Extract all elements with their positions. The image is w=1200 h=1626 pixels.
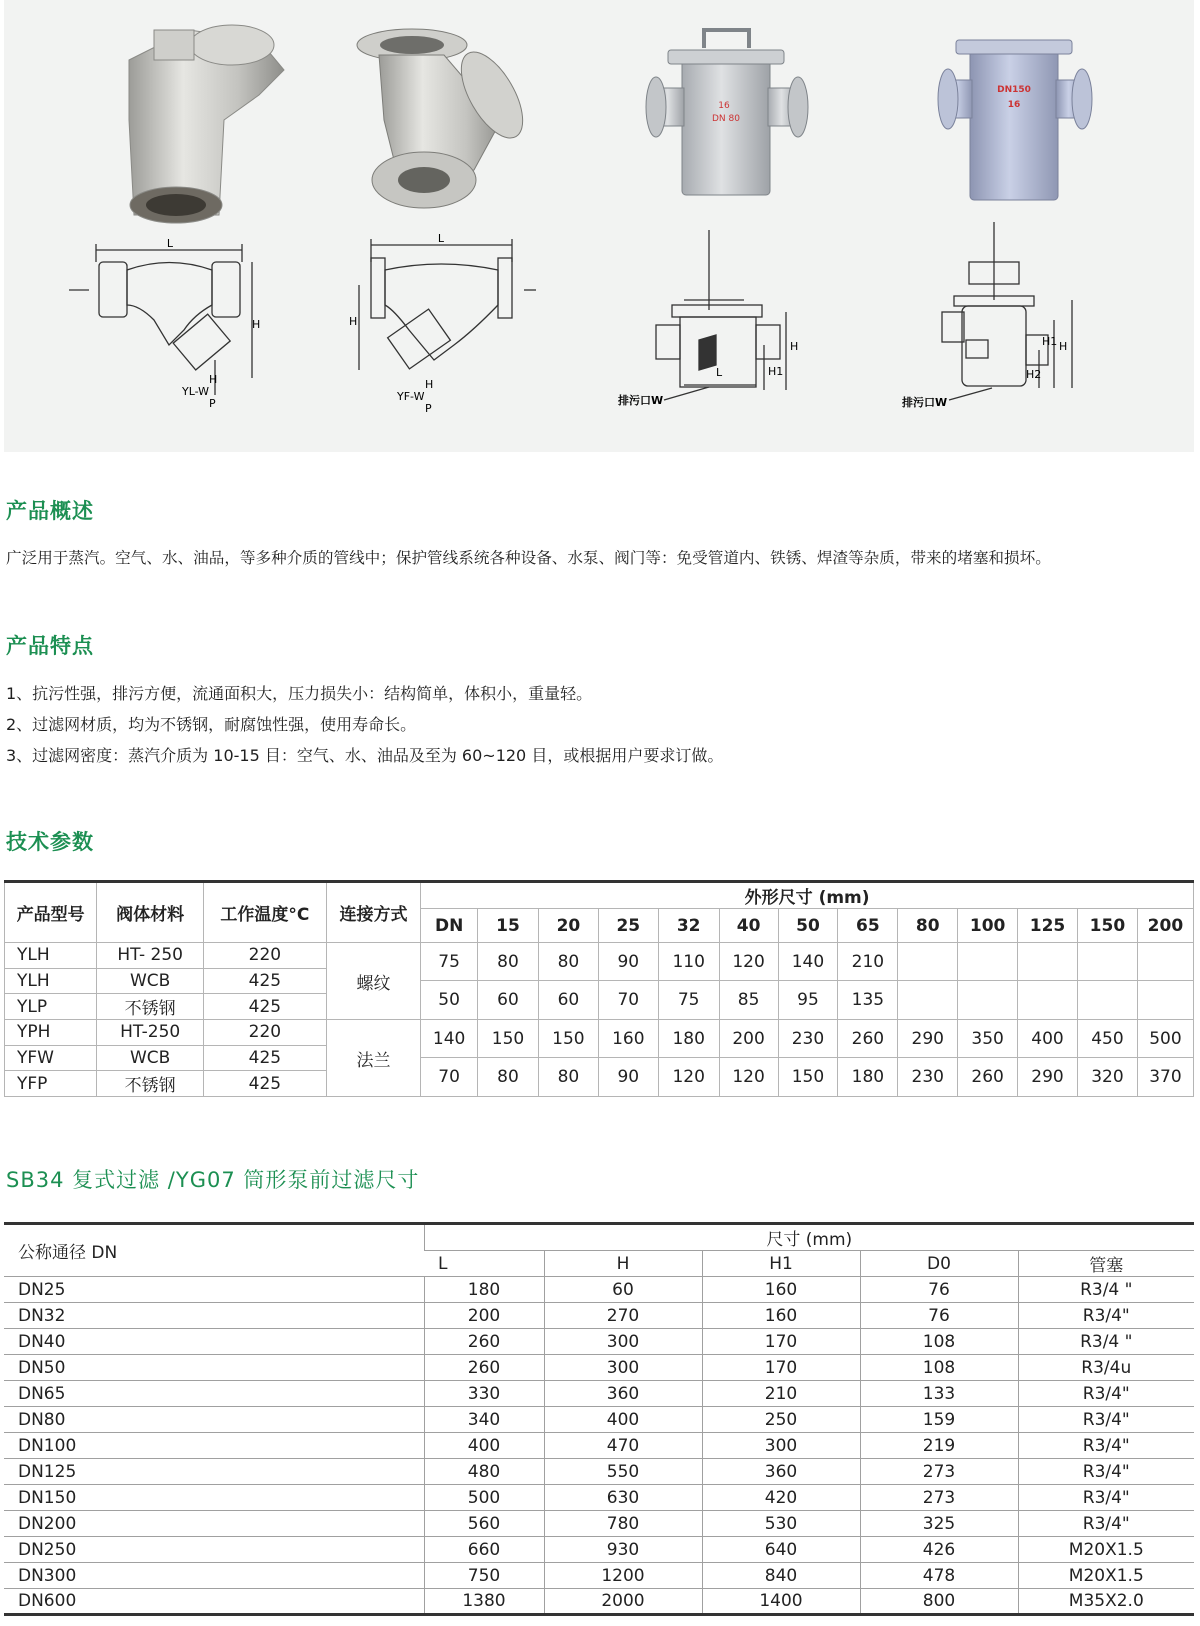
dn-cell: DN80 <box>4 1407 424 1433</box>
dn-header-cell: 25 <box>598 909 658 943</box>
ylw-caption-p: P <box>209 397 216 410</box>
dim-cell: 290 <box>1018 1058 1078 1097</box>
temp-cell: 425 <box>203 994 326 1020</box>
size-cell: 1380 <box>424 1589 544 1615</box>
temp-cell: 425 <box>203 1071 326 1097</box>
basket4-dn-text: DN150 <box>997 85 1031 95</box>
dim-cell: 90 <box>598 1058 658 1097</box>
size-cell: M20X1.5 <box>1018 1537 1194 1563</box>
dim-cell: 80 <box>478 943 539 981</box>
material-cell: HT- 250 <box>97 943 204 969</box>
basket2-drain-label: 排污口W <box>902 396 948 409</box>
col-connection: 连接方式 <box>326 882 420 943</box>
dn-header-cell: 150 <box>1077 909 1137 943</box>
basket2-dim-H1: H1 <box>1042 335 1058 348</box>
dim-cell: 150 <box>478 1020 539 1058</box>
dim-cell: 140 <box>421 1020 478 1058</box>
basket2-dim-H: H <box>1059 340 1068 353</box>
size-cell: 640 <box>702 1537 860 1563</box>
size-cell: R3/4" <box>1018 1485 1194 1511</box>
ylw-caption: YL-W <box>182 385 210 398</box>
size-cell: 325 <box>860 1511 1018 1537</box>
dn-header-cell: 80 <box>898 909 958 943</box>
dn-cell: DN32 <box>4 1303 424 1329</box>
temp-cell: 425 <box>203 1045 326 1071</box>
size-cell: 260 <box>424 1329 544 1355</box>
dn-cell: DN100 <box>4 1433 424 1459</box>
table-row <box>4 1537 1194 1563</box>
sb34-col-size: 尺寸 (mm) <box>424 1224 1194 1251</box>
dim-cell: 110 <box>658 943 719 981</box>
dim-cell: 120 <box>719 943 778 981</box>
dim-cell: 70 <box>598 981 658 1020</box>
material-cell: HT-250 <box>97 1020 204 1046</box>
size-cell: R3/4" <box>1018 1407 1194 1433</box>
dim-cell: 135 <box>838 981 898 1020</box>
dn-cell: DN150 <box>4 1485 424 1511</box>
size-cell: 780 <box>544 1511 702 1537</box>
dim-cell <box>1137 943 1193 981</box>
dn-cell: DN250 <box>4 1537 424 1563</box>
size-cell: 660 <box>424 1537 544 1563</box>
size-cell: 360 <box>544 1381 702 1407</box>
size-cell: R3/4u <box>1018 1355 1194 1381</box>
sb34-subheader-cell: D0 <box>860 1251 1018 1277</box>
ylw-dim-H: H <box>252 318 261 331</box>
size-cell: 270 <box>544 1303 702 1329</box>
temp-cell: 425 <box>203 968 326 994</box>
feature-item-3: 3、过滤网密度：蒸汽介质为 10-15 目：空气、水、油品及至为 60~120 目，或根据用户要求订做。 <box>6 746 724 765</box>
material-cell: 不锈钢 <box>97 1071 204 1097</box>
dim-cell: 95 <box>778 981 838 1020</box>
dim-cell: 500 <box>1137 1020 1193 1058</box>
dim-cell: 160 <box>598 1020 658 1058</box>
dn-header-cell: 20 <box>538 909 598 943</box>
dn-header-cell: 125 <box>1018 909 1078 943</box>
basket3-pn-text: 16 <box>718 101 730 111</box>
feature-item-1: 1、抗污性强，排污方便，流通面积大，压力损失小：结构简单，体积小，重量轻。 <box>6 684 593 703</box>
size-cell: 340 <box>424 1407 544 1433</box>
features-title: 产品特点 <box>6 634 94 658</box>
size-cell: 160 <box>702 1277 860 1303</box>
size-cell: 840 <box>702 1563 860 1589</box>
basket4-pn-text: 16 <box>1007 100 1021 110</box>
dn-header-cell: 40 <box>719 909 778 943</box>
basket1-dim-H: H <box>790 340 799 353</box>
basket1-dim-H1: H1 <box>768 365 784 378</box>
size-cell: 478 <box>860 1563 1018 1589</box>
dim-cell: 75 <box>421 943 478 981</box>
dim-cell <box>898 981 958 1020</box>
size-cell: 210 <box>702 1381 860 1407</box>
table-row <box>5 943 1194 956</box>
sb34-subheader-cell: L <box>424 1251 544 1277</box>
size-cell: R3/4 " <box>1018 1277 1194 1303</box>
dim-cell: 120 <box>658 1058 719 1097</box>
yfw-caption: YF-W <box>397 390 425 403</box>
dim-cell: 120 <box>719 1058 778 1097</box>
col-model: 产品型号 <box>5 882 97 943</box>
dim-cell: 50 <box>421 981 478 1020</box>
dn-cell: DN50 <box>4 1355 424 1381</box>
tech-title: 技术参数 <box>6 830 94 854</box>
size-cell: 273 <box>860 1485 1018 1511</box>
dn-header-cell: 15 <box>478 909 539 943</box>
model-cell: YLH <box>5 968 97 994</box>
tech-params-table <box>4 880 1194 1097</box>
table-row <box>4 1355 1194 1381</box>
dim-cell: 85 <box>719 981 778 1020</box>
size-cell: 250 <box>702 1407 860 1433</box>
tech-header-row <box>5 882 1194 909</box>
size-cell: 2000 <box>544 1589 702 1615</box>
size-cell: 400 <box>424 1433 544 1459</box>
sb34-title: SB34 复式过滤 /YG07 筒形泵前过滤尺寸 <box>6 1168 420 1192</box>
size-cell: 500 <box>424 1485 544 1511</box>
size-cell: 200 <box>424 1303 544 1329</box>
size-cell: R3/4" <box>1018 1303 1194 1329</box>
size-cell: 60 <box>544 1277 702 1303</box>
dim-cell <box>958 981 1018 1020</box>
dim-cell: 320 <box>1077 1058 1137 1097</box>
size-cell: 426 <box>860 1537 1018 1563</box>
dim-cell: 260 <box>838 1020 898 1058</box>
dn-header-cell: 100 <box>958 909 1018 943</box>
size-cell: 550 <box>544 1459 702 1485</box>
table-row <box>4 1433 1194 1459</box>
dn-cell: DN40 <box>4 1329 424 1355</box>
dim-cell: 210 <box>838 943 898 981</box>
material-cell: WCB <box>97 1045 204 1071</box>
dim-cell: 400 <box>1018 1020 1078 1058</box>
basket-strainer-grey-photo <box>646 30 808 195</box>
size-cell: 480 <box>424 1459 544 1485</box>
size-cell: 108 <box>860 1355 1018 1381</box>
flanged-y-strainer-photo <box>357 29 535 208</box>
dim-cell: 290 <box>898 1020 958 1058</box>
dim-cell: 180 <box>838 1058 898 1097</box>
size-cell: 170 <box>702 1329 860 1355</box>
size-cell: 420 <box>702 1485 860 1511</box>
dim-cell: 75 <box>658 981 719 1020</box>
dim-cell: 70 <box>421 1058 478 1097</box>
size-cell: 76 <box>860 1277 1018 1303</box>
basket3-dn-text: DN 80 <box>712 114 740 124</box>
sb34-subheader-cell: H1 <box>702 1251 860 1277</box>
dim-cell <box>1137 981 1193 1020</box>
size-cell: 133 <box>860 1381 1018 1407</box>
dim-cell <box>958 943 1018 981</box>
table-row <box>4 1589 1194 1615</box>
size-cell: 330 <box>424 1381 544 1407</box>
size-cell: 160 <box>702 1303 860 1329</box>
dim-cell: 230 <box>898 1058 958 1097</box>
dim-cell: 60 <box>538 981 598 1020</box>
dim-cell <box>1077 981 1137 1020</box>
dim-cell: 90 <box>598 943 658 981</box>
overview-title: 产品概述 <box>6 499 94 523</box>
size-cell: 76 <box>860 1303 1018 1329</box>
size-cell: 273 <box>860 1459 1018 1485</box>
dn-cell: DN65 <box>4 1381 424 1407</box>
size-cell: 159 <box>860 1407 1018 1433</box>
dn-cell: DN125 <box>4 1459 424 1485</box>
ylw-dimension-drawing <box>69 244 252 395</box>
dn-cell: DN25 <box>4 1277 424 1303</box>
size-cell: 300 <box>544 1329 702 1355</box>
basket-drawing-2 <box>942 222 1072 400</box>
yfw-caption-h: H <box>425 378 434 391</box>
size-cell: 800 <box>860 1589 1018 1615</box>
size-cell: R3/4" <box>1018 1511 1194 1537</box>
col-dims: 外形尺寸 (mm) <box>421 882 1194 909</box>
dim-cell: 200 <box>719 1020 778 1058</box>
size-cell: M35X2.0 <box>1018 1589 1194 1615</box>
dn-header-cell: 200 <box>1137 909 1193 943</box>
table-row <box>4 1277 1194 1303</box>
size-cell: 560 <box>424 1511 544 1537</box>
size-cell: 170 <box>702 1355 860 1381</box>
sb34-subheader-cell: 管塞 <box>1018 1251 1194 1277</box>
dim-cell: 180 <box>658 1020 719 1058</box>
dim-cell: 230 <box>778 1020 838 1058</box>
size-cell: 470 <box>544 1433 702 1459</box>
dn-header-cell: 65 <box>838 909 898 943</box>
dim-cell: 260 <box>958 1058 1018 1097</box>
dn-cell: DN600 <box>4 1589 424 1615</box>
size-cell: M20X1.5 <box>1018 1563 1194 1589</box>
dn-header-cell: DN <box>421 909 478 943</box>
dim-cell <box>1077 943 1137 981</box>
table-row <box>4 1329 1194 1355</box>
dn-cell: DN300 <box>4 1563 424 1589</box>
table-row <box>5 1020 1194 1033</box>
dim-cell: 150 <box>538 1020 598 1058</box>
dim-cell <box>1018 981 1078 1020</box>
size-cell: 630 <box>544 1485 702 1511</box>
feature-item-2: 2、过滤网材质，均为不锈钢，耐腐蚀性强，使用寿命长。 <box>6 715 417 734</box>
dn-header-cell: 50 <box>778 909 838 943</box>
table-row <box>4 1459 1194 1485</box>
table-row <box>4 1381 1194 1407</box>
size-cell: 219 <box>860 1433 1018 1459</box>
size-cell: 180 <box>424 1277 544 1303</box>
size-cell: R3/4 " <box>1018 1329 1194 1355</box>
yfw-dim-L: L <box>437 232 445 245</box>
size-cell: 1200 <box>544 1563 702 1589</box>
sb34-table <box>4 1222 1194 1616</box>
overview-text: 广泛用于蒸汽。空气、水、油品，等多种介质的管线中；保护管线系统各种设备、水泵、阀门等：免受管道内、铁锈、焊渣等杂质，带来的堵塞和损坏。 <box>6 549 1051 567</box>
basket1-dim-L: L <box>716 366 723 379</box>
size-cell: R3/4" <box>1018 1381 1194 1407</box>
table-row <box>4 1303 1194 1329</box>
ylw-dim-L: L <box>166 237 174 250</box>
size-cell: 750 <box>424 1563 544 1589</box>
dim-cell: 80 <box>478 1058 539 1097</box>
size-cell: 530 <box>702 1511 860 1537</box>
dim-cell: 60 <box>478 981 539 1020</box>
size-cell: 300 <box>544 1355 702 1381</box>
table-row <box>4 1407 1194 1433</box>
material-cell: WCB <box>97 968 204 994</box>
size-cell: 108 <box>860 1329 1018 1355</box>
product-figures-panel <box>4 0 1194 452</box>
model-cell: YFW <box>5 1045 97 1071</box>
model-cell: YLP <box>5 994 97 1020</box>
dim-cell <box>898 943 958 981</box>
model-cell: YLH <box>5 943 97 969</box>
table-row <box>4 1563 1194 1589</box>
temp-cell: 220 <box>203 943 326 969</box>
dim-cell: 370 <box>1137 1058 1193 1097</box>
size-cell: 400 <box>544 1407 702 1433</box>
dim-cell: 350 <box>958 1020 1018 1058</box>
threaded-y-strainer-photo <box>129 25 284 223</box>
product-illustrations <box>4 0 1194 452</box>
table-row <box>4 1511 1194 1537</box>
size-cell: 360 <box>702 1459 860 1485</box>
yfw-dim-H: H <box>349 315 358 328</box>
dn-cell: DN200 <box>4 1511 424 1537</box>
sb34-subheader-cell: H <box>544 1251 702 1277</box>
size-cell: 1400 <box>702 1589 860 1615</box>
connection-cell: 螺纹 <box>326 943 420 1020</box>
material-cell: 不锈钢 <box>97 994 204 1020</box>
size-cell: 300 <box>702 1433 860 1459</box>
dim-cell: 140 <box>778 943 838 981</box>
dim-cell: 80 <box>538 1058 598 1097</box>
table-row <box>4 1485 1194 1511</box>
basket2-dim-H2: H2 <box>1026 368 1042 381</box>
sb34-col-dn: 公称通径 DN <box>4 1224 424 1277</box>
col-material: 阀体材料 <box>97 882 204 943</box>
ylw-caption-h: H <box>209 373 218 386</box>
size-cell: 260 <box>424 1355 544 1381</box>
dim-cell: 450 <box>1077 1020 1137 1058</box>
size-cell: R3/4" <box>1018 1459 1194 1485</box>
basket1-drain-label: 排污口W <box>618 394 664 407</box>
model-cell: YFP <box>5 1071 97 1097</box>
size-cell: 930 <box>544 1537 702 1563</box>
yfw-caption-p: P <box>425 402 432 415</box>
col-temp: 工作温度°C <box>203 882 326 943</box>
dim-cell <box>1018 943 1078 981</box>
model-cell: YPH <box>5 1020 97 1046</box>
connection-cell: 法兰 <box>326 1020 420 1097</box>
dn-header-cell: 32 <box>658 909 719 943</box>
basket-strainer-blue-photo <box>938 40 1092 200</box>
yfw-dimension-drawing <box>359 239 536 370</box>
dim-cell: 80 <box>538 943 598 981</box>
temp-cell: 220 <box>203 1020 326 1046</box>
dim-cell: 150 <box>778 1058 838 1097</box>
size-cell: R3/4" <box>1018 1433 1194 1459</box>
sb34-header-row <box>4 1224 1194 1251</box>
